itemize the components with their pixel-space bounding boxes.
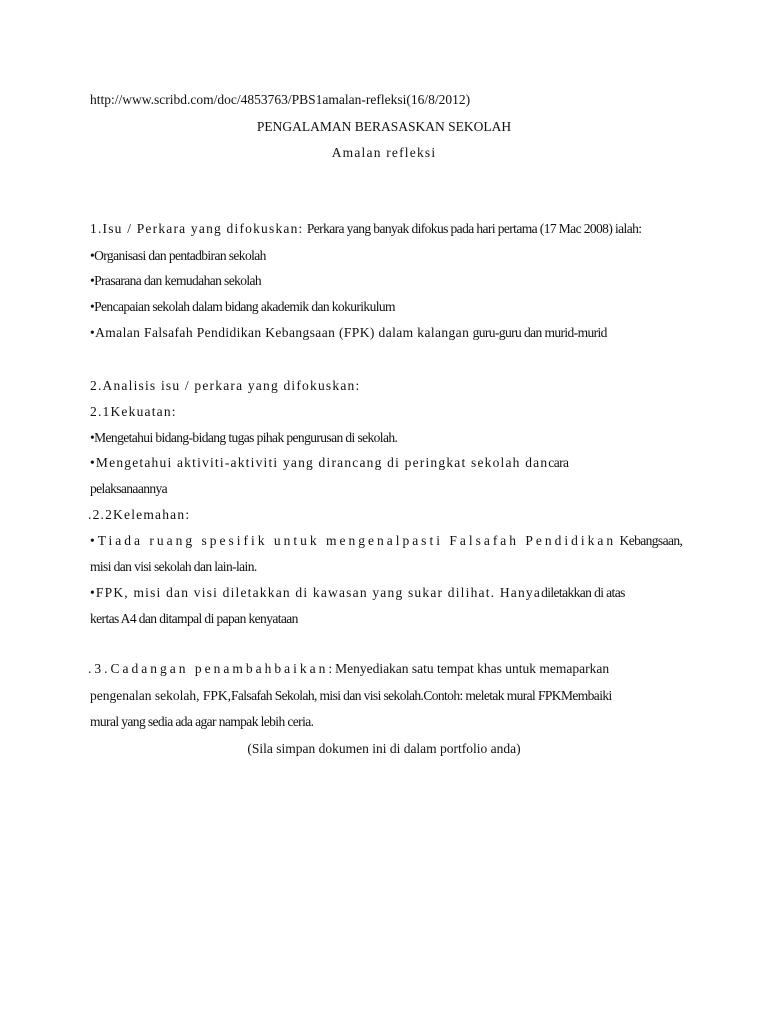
strength-item-2-cont: pelaksanaannya	[90, 481, 168, 496]
section-1-line	[90, 222, 641, 236]
weakness-item-2-b: diletakkan di atas	[541, 585, 625, 600]
section-2-heading: 2.Analisis isu / perkara yang difokuskan:	[90, 378, 361, 393]
weakness-heading: .2.2Kelemahan:	[88, 507, 191, 522]
weakness-item-1-a: •Tiada ruang spesifik untuk mengenalpasti Falsafah Pendidikan	[90, 533, 617, 548]
footer-note: (Sila simpan dokumen ini di dalam portfolio anda)	[247, 741, 521, 756]
section-1-item-4-b: guru-guru dan murid-murid	[472, 325, 607, 340]
page-title: PENGALAMAN BERASASKAN SEKOLAH	[256, 119, 512, 134]
section-1-heading-cont: Perkara yang banyak difokus pada hari pertama (17 Mac 2008) ialah:	[306, 221, 642, 236]
weakness-item-1	[90, 534, 682, 548]
weakness-item-1-cont: misi dan visi sekolah dan lain-lain.	[90, 559, 257, 574]
section-1-item-4	[90, 326, 607, 340]
section-3-line-1	[88, 662, 609, 676]
section-3-text-2a: pengenalan sekolah, FPK,	[90, 688, 231, 703]
section-1-heading: 1.Isu / Perkara yang difokuskan:	[90, 221, 304, 236]
section-3-text-1: Menyediakan satu tempat khas untuk memaparkan	[335, 661, 610, 676]
section-1-item-3: •Pencapaian sekolah dalam bidang akademik dan kokurikulum	[90, 299, 395, 314]
weakness-item-2	[90, 586, 625, 600]
strength-heading: 2.1Kekuatan:	[90, 404, 177, 419]
strength-item-2-a: •Mengetahui aktiviti-aktiviti yang dirancang di peringkat sekolah dan	[90, 455, 549, 470]
section-3-text-2b: Falsafah Sekolah, misi dan visi sekolah.	[230, 688, 424, 703]
section-3-text-2d: Membaiki	[560, 688, 612, 703]
strength-item-2	[90, 456, 568, 470]
strength-item-1: •Mengetahui bidang-bidang tugas pihak pengurusan di sekolah.	[90, 430, 398, 445]
section-1-item-2: •Prasarana dan kemudahan sekolah	[90, 273, 262, 288]
section-3-text-2c: Contoh: meletak mural FPK	[423, 688, 561, 703]
section-3-line-3: mural yang sedia ada agar nampak lebih ceria.	[90, 714, 314, 729]
strength-item-2-b: cara	[548, 455, 569, 470]
section-1-item-1: •Organisasi dan pentadbiran sekolah	[90, 248, 266, 263]
section-3-heading: .3.Cadangan penambahbaikan:	[88, 661, 336, 676]
source-url: http://www.scribd.com/doc/4853763/PBS1amalan-refleksi(16/8/2012)	[90, 92, 471, 107]
page-subtitle: Amalan refleksi	[331, 145, 437, 160]
weakness-item-2-cont: kertas A4 dan ditampal di papan kenyataan	[90, 611, 298, 626]
weakness-item-2-a: •FPK, misi dan visi diletakkan di kawasan yang sukar dilihat. Hanya	[90, 585, 542, 600]
section-1-item-4-a: •Amalan Falsafah Pendidikan Kebangsaan (FPK) dalam kalangan	[90, 325, 470, 340]
section-3-line-2	[90, 689, 612, 703]
weakness-item-1-b: Kebangsaan,	[619, 533, 683, 548]
